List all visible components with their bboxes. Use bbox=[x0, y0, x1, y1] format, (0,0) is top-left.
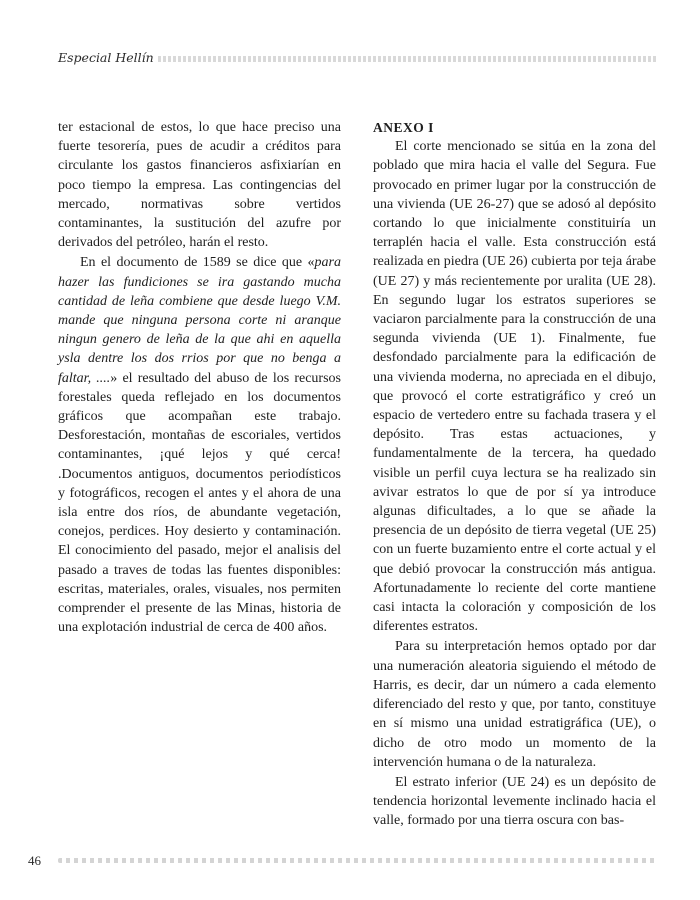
header-rule bbox=[158, 56, 658, 62]
page-footer bbox=[28, 853, 658, 869]
historical-quote: para hazer las fundiciones se ira gastando mucha cantidad de leña combiene que desde luego V.M. mande que ninguna persona corte ni aranque ningun genero de leña de la que ahi en aquella ysla dentre los dos rrios por que no benga a faltar, .... bbox=[58, 255, 341, 386]
paragraph-rest: » el resultado del abuso de los recursos forestales queda reflejado en los documentos gráficos que acompañan este trabajo. Desforestación, montañas de escoriales, vertidos contaminantes, ¡qué lejos y qué cerca! .Documentos antiguos, documentos periodísticos y fotográficos, recogen el antes y el ahora de una isla entre dos ríos, de abundante vegetación, conejos, perdices. Hoy desierto y contaminación. El conocimiento del pasado, mejor el analisis del pasado a traves de todas las fuentes disponibles: escritas, materiales, orales, visuales, nos permiten comprender el presente de las Minas, historia de una explotación industrial de cerca de 400 años. bbox=[58, 370, 341, 636]
paragraph-lead: En el documento de 1589 se dice que « bbox=[80, 255, 315, 271]
left-column bbox=[58, 118, 341, 637]
body-paragraph: El estrato inferior (UE 24) es un depósito de tendencia horizontal levemente inclinado hacia el valle, formado por una tierra oscura con bas- bbox=[373, 774, 656, 829]
page-number: 46 bbox=[28, 853, 41, 868]
section-title: ANEXO I bbox=[373, 120, 434, 135]
body-paragraph-quote bbox=[58, 253, 341, 637]
header-title: Especial Hellín bbox=[58, 50, 154, 65]
running-header bbox=[58, 50, 658, 70]
body-paragraph: El corte mencionado se sitúa en la zona del poblado que mira hacia el valle del Segura. Fue provocado en primer lugar por la construcción de una vivienda (UE 26-27) que se adosó al depósito cortando lo que inicialmente constituiría un terraplén hacia el valle. Esta construcción está realizada en piedra (UE 26) cubierta por teja árabe (UE 27) y más recientemente por uralita (UE 28). En segundo lugar los estratos superiores se vaciaron parcialmente para la construcción de una segunda vivienda (UE 1). Finalmente, fue desfondado parcialmente para la edificación de una vivienda moderna, no apreciada en el dibujo, que provocó el corte estratigráfico y creó un espacio de vertedero entre su fachada trasera y el depósito. Tras estas actuaciones, y fundamentalmente de la tercera, ha quedado visible un perfil cuya lectura se ha realizado sin avivar estratos lo que de por sí ya introduce algunas dificultades, a lo que se añade la presencia de un depósito de tierra vegetal (UE 25) con un fuerte buzamiento entre el corte actual y el que debió provocar la construcción más antigua. Afortunadamente lo reciente del corte mantiene casi intacta la coloración y composición de los diferentes estratos. bbox=[373, 139, 656, 635]
body-paragraph: ter estacional de estos, lo que hace preciso una fuerte tesorería, pues de acudir a créditos para circulante los gastos financieros asfixiarían en poco tiempo la empresa. Las contingencias del mercado, normativas sobre vertidos contaminantes, la sustitución del azufre por derivados del petróleo, harán el resto. bbox=[58, 120, 341, 251]
right-column bbox=[373, 118, 656, 831]
footer-rule bbox=[58, 858, 658, 863]
body-paragraph: Para su interpretación hemos optado por dar una numeración aleatoria siguiendo el método de Harris, es decir, dar un número a cada elemento diferenciado del resto y que, por tanto, constituye en sí mismo una unidad estratigráfica (UE), o dicho de otro modo un momento de la intervención humana o de la naturaleza. bbox=[373, 639, 656, 770]
